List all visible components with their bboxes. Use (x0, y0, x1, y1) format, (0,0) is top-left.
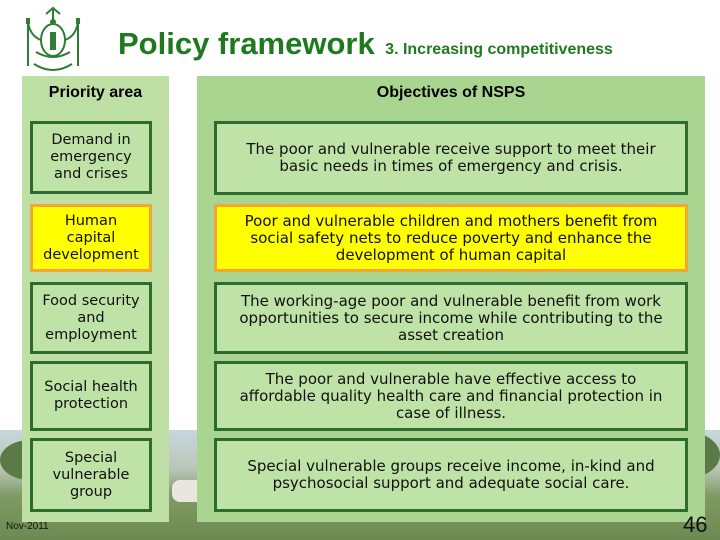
objective-box-human-capital: Poor and vulnerable children and mothers benefit from social safety nets to reduce poverty and enhance the development of human capital (214, 204, 688, 272)
priority-box-social-health: Social health protection (30, 361, 152, 431)
cambodia-royal-emblem-icon (22, 6, 84, 76)
objective-box-social-health: The poor and vulnerable have effective access to affordable quality health care and financial protection in case of illness. (214, 361, 688, 431)
priority-box-human-capital: Human capital development (30, 204, 152, 272)
objectives-header: Objectives of NSPS (376, 84, 526, 101)
objective-box-emergency: The poor and vulnerable receive support to meet their basic needs in times of emergency and crisis. (214, 121, 688, 195)
page-title (118, 26, 613, 62)
title-subtitle: 3. Increasing competitiveness (385, 41, 613, 58)
priority-box-food-security: Food security and employment (30, 282, 152, 354)
page-number: 46 (683, 512, 708, 537)
objective-box-food-security: The working-age poor and vulnerable benefit from work opportunities to secure income while contributing to the asset creation (214, 282, 688, 354)
priority-box-special-vulnerable: Special vulnerable group (30, 438, 152, 512)
title-main: Policy framework (118, 26, 375, 61)
objective-box-special-vulnerable: Special vulnerable groups receive income, in-kind and psychosocial support and adequate social care. (214, 438, 688, 512)
priority-area-header: Priority area (48, 84, 143, 101)
footer-date: Nov-2011 (6, 521, 49, 532)
priority-box-emergency: Demand in emergency and crises (30, 121, 152, 194)
